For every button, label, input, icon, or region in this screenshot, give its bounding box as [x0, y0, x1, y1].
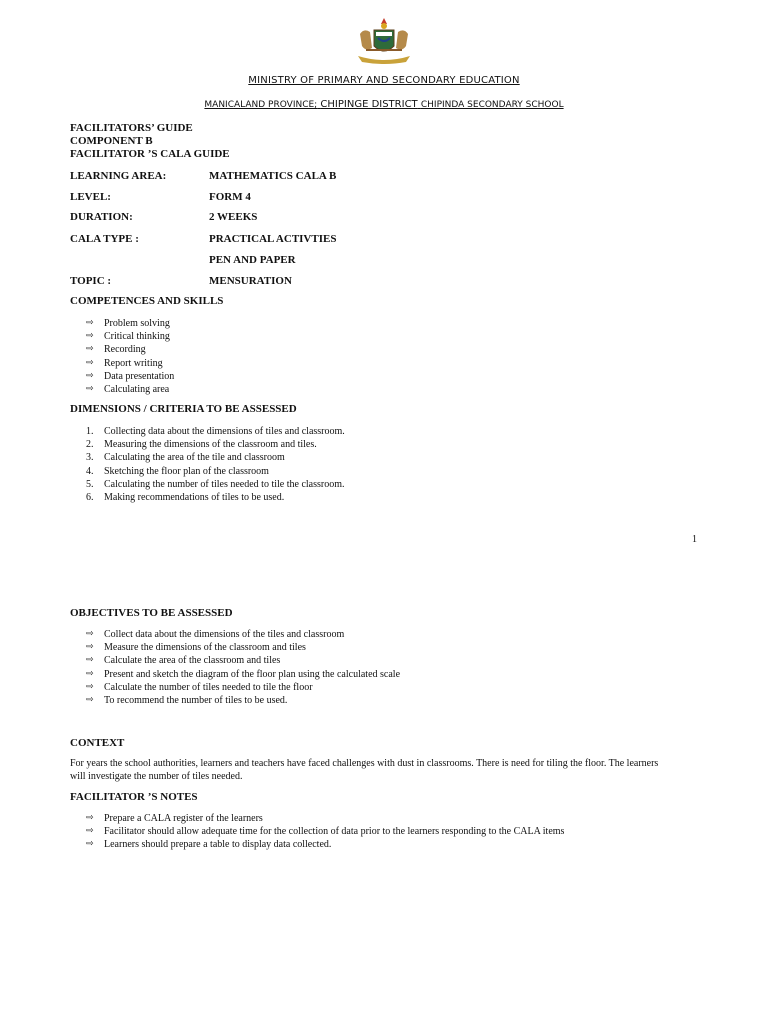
cala-type-value-2: PEN AND PAPER: [209, 254, 296, 266]
list-item: 1. Collecting data about the dimensions of tiles and classroom.: [86, 426, 345, 437]
list-item: ⇨ Collect data about the dimensions of the tiles and classroom: [86, 628, 400, 641]
level-value: FORM 4: [209, 191, 251, 203]
context-paragraph: For years the school authorities, learners and teachers have faced challenges with dust in classrooms. There is need for tiling the floor. The learners will investigate the number of tiles needed.: [70, 758, 659, 783]
cala-type-label: CALA TYPE :: [70, 233, 139, 245]
duration-value: 2 WEEKS: [209, 211, 258, 223]
school-heading: [0, 99, 768, 110]
competences-list: [86, 317, 174, 396]
list-item: 4. Sketching the floor plan of the classroom: [86, 465, 269, 477]
objectives-list: [86, 628, 400, 707]
list-item: ⇨ To recommend the number of tiles to be used.: [86, 694, 400, 707]
district-text: CHIPINGE DISTRICT: [320, 99, 418, 110]
list-item: 2. Measuring the dimensions of the classroom and tiles.: [86, 439, 317, 451]
objectives-heading: OBJECTIVES TO BE ASSESSED: [70, 607, 233, 619]
province-text: MANICALAND PROVINCE;: [204, 100, 318, 110]
notes-list: [86, 812, 564, 852]
list-item: ⇨ Measure the dimensions of the classroom and tiles: [86, 641, 400, 654]
competences-heading: COMPETENCES AND SKILLS: [70, 295, 224, 307]
list-item: ⇨ Calculate the area of the classroom and tiles: [86, 654, 400, 667]
list-item: 5. Calculating the number of tiles needed to tile the classroom.: [86, 478, 345, 490]
topic-label: TOPIC :: [70, 275, 112, 287]
coat-of-arms-emblem: [352, 16, 416, 66]
list-item: 6. Making recommendations of tiles to be used.: [86, 492, 285, 504]
list-item: ⇨ Calculate the number of tiles needed to tile the floor: [86, 681, 400, 694]
school-text: CHIPINDA SECONDARY SCHOOL: [420, 100, 564, 110]
list-item: ⇨ Facilitator should allow adequate time for the collection of data prior to the learners responding to the CALA items: [86, 825, 564, 838]
criteria-heading: DIMENSIONS / CRITERIA TO BE ASSESSED: [70, 403, 297, 415]
context-heading: CONTEXT: [70, 737, 125, 749]
duration-label: DURATION:: [70, 211, 133, 223]
list-item: 3. Calculating the area of the tile and classroom: [86, 452, 285, 464]
learning-area-value: MATHEMATICS CALA B: [209, 170, 337, 182]
notes-heading: FACILITATOR ’S NOTES: [70, 791, 198, 803]
component-title: COMPONENT B: [70, 135, 153, 147]
page-number: 1: [692, 534, 697, 545]
cala-type-value: PRACTICAL ACTIVTIES: [209, 233, 337, 245]
guide-title: FACILITATORS’ GUIDE: [70, 122, 193, 134]
topic-value: MENSURATION: [209, 275, 292, 287]
list-item: ⇨ Critical thinking: [86, 330, 174, 343]
list-item: ⇨ Calculating area: [86, 383, 174, 396]
criteria-list: [86, 425, 345, 504]
list-item: ⇨ Report writing: [86, 357, 174, 370]
ministry-heading: MINISTRY OF PRIMARY AND SECONDARY EDUCATION: [248, 75, 520, 86]
learning-area-label: LEARNING AREA:: [70, 170, 167, 182]
list-item: ⇨ Problem solving: [86, 317, 174, 330]
cala-guide-title: FACILITATOR ’S CALA GUIDE: [70, 148, 230, 160]
list-item: ⇨ Prepare a CALA register of the learners: [86, 812, 564, 825]
list-item: ⇨ Learners should prepare a table to display data collected.: [86, 838, 564, 851]
list-item: ⇨ Recording: [86, 343, 174, 356]
list-item: ⇨ Present and sketch the diagram of the floor plan using the calculated scale: [86, 668, 400, 681]
level-label: LEVEL:: [70, 191, 111, 203]
list-item: ⇨ Data presentation: [86, 370, 174, 383]
